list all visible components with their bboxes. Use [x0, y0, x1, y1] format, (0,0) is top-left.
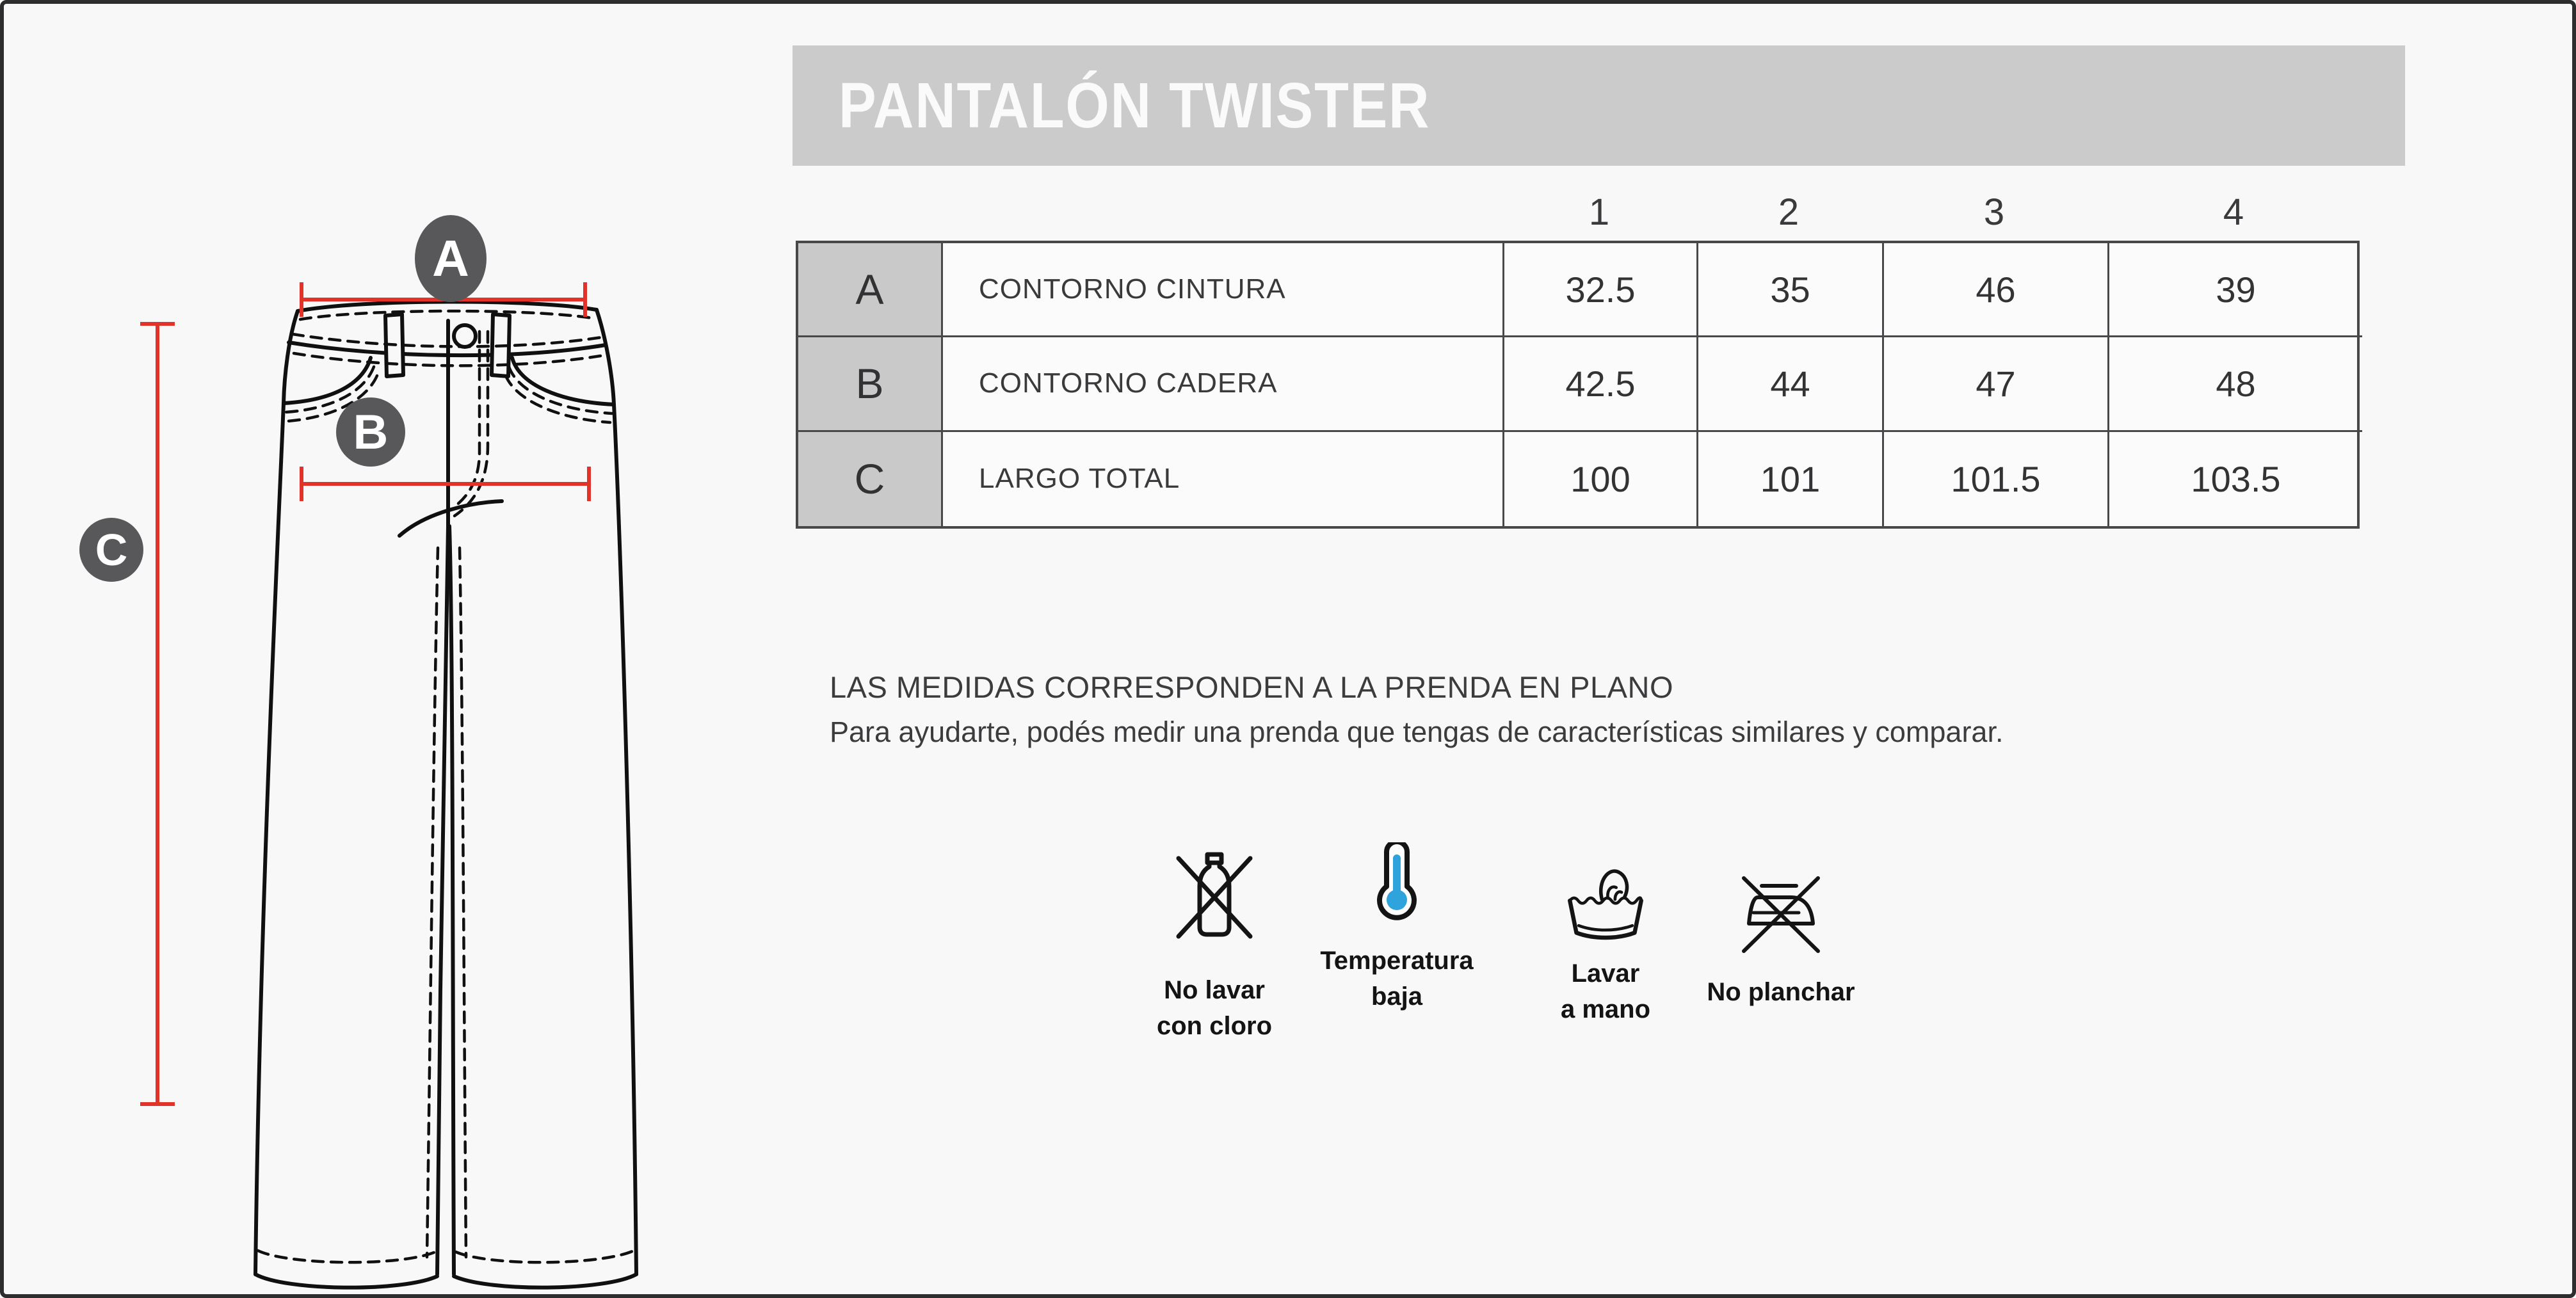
table-cell: 44	[1698, 337, 1884, 431]
care-label-line2: con cloro	[1156, 1012, 1273, 1040]
table-cell: 103.5	[2191, 458, 2281, 499]
measure-line-b-tick-right	[587, 467, 591, 501]
table-cell: 48	[2109, 337, 2362, 431]
measure-line-b	[303, 482, 589, 486]
table-cell: 47	[1884, 337, 2109, 431]
marker-c-badge	[79, 518, 143, 582]
no-bleach-icon	[1166, 847, 1262, 943]
row-label: CONTORNO CADERA	[943, 337, 1504, 431]
care-label-line2: a mano	[1560, 995, 1651, 1023]
row-letter: C	[798, 432, 943, 526]
marker-b-badge	[336, 397, 405, 467]
measure-line-a-tick-right	[583, 282, 587, 317]
low-temperature-icon	[1349, 842, 1445, 938]
care-item-hand-wash	[1503, 860, 1708, 1027]
row-label: CONTORNO CINTURA	[943, 243, 1504, 337]
care-label-line1: No lavar	[1164, 976, 1265, 1004]
care-label-line2: baja	[1371, 982, 1423, 1011]
measure-line-c-tick-bottom	[140, 1102, 175, 1106]
table-cell: 101.5	[1884, 432, 2109, 526]
row-label: LARGO TOTAL	[943, 432, 1504, 526]
table-cell: 42.5	[1504, 337, 1698, 431]
table-cell: 100	[1504, 432, 1698, 526]
page-title: PANTALÓN TWISTER	[839, 70, 1431, 141]
row-letter: A	[798, 243, 943, 337]
hand-wash-icon	[1558, 860, 1654, 943]
note-line-2: Para ayudarte, podés medir una prenda que tengas de características similares y comparar.	[830, 716, 2004, 748]
marker-a-letter: A	[432, 230, 469, 287]
measurements-table	[796, 241, 2360, 529]
measure-line-c	[156, 324, 159, 1106]
measure-line-a-tick-left	[300, 282, 303, 317]
row-letter: B	[798, 337, 943, 431]
marker-a-badge	[415, 215, 487, 302]
table-cell: 32.5	[1504, 243, 1698, 337]
size-header-4: 4	[2223, 191, 2244, 233]
care-label-line1: Lavar	[1571, 959, 1640, 988]
size-header-3: 3	[1983, 191, 2005, 233]
no-iron-icon	[1733, 869, 1829, 956]
measure-line-c-tick-top	[140, 322, 175, 326]
care-item-low-temperature	[1294, 842, 1499, 1014]
care-item-no-bleach	[1112, 847, 1317, 1044]
table-cell: 46	[1884, 243, 2109, 337]
table-cell: 101	[1698, 432, 1884, 526]
size-header-2: 2	[1778, 191, 1799, 233]
care-label-line1: No planchar	[1707, 978, 1855, 1006]
table-cell: 39	[2109, 243, 2362, 337]
pants-technical-drawing-icon	[4, 4, 708, 1298]
care-item-no-iron	[1678, 869, 1883, 1010]
note-line-1: LAS MEDIDAS CORRESPONDEN A LA PRENDA EN PLANO	[830, 670, 1674, 704]
care-label-line1: Temperatura	[1320, 947, 1474, 975]
marker-c-letter: C	[95, 525, 128, 575]
measure-line-b-tick-left	[300, 467, 303, 501]
title-bar	[793, 45, 2405, 166]
marker-b-letter: B	[353, 405, 389, 460]
table-cell: 35	[1698, 243, 1884, 337]
size-header-1: 1	[1588, 191, 1610, 233]
